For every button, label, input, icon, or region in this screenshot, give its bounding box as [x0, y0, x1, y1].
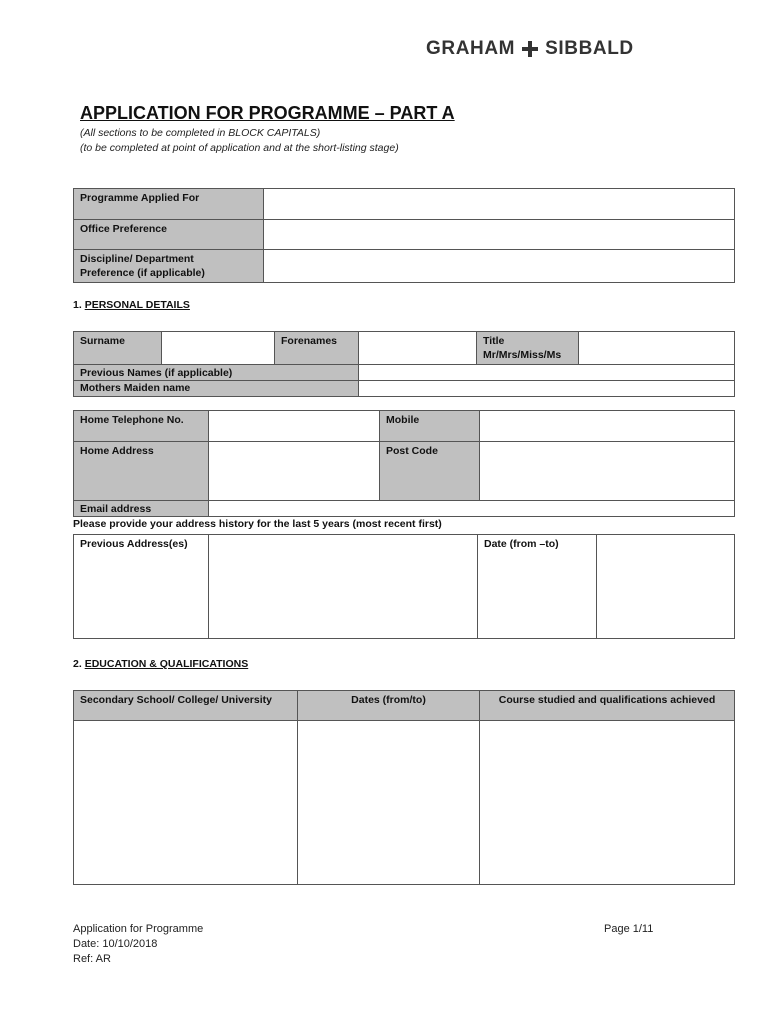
title-field[interactable]: [579, 332, 735, 365]
section-education: [73, 658, 248, 670]
dates-field[interactable]: [597, 535, 735, 639]
mobile-label: Mobile: [380, 411, 480, 442]
mobile-field[interactable]: [480, 411, 735, 442]
previous-addresses-field[interactable]: [209, 535, 478, 639]
office-preference-label: Office Preference: [74, 220, 264, 250]
school-field[interactable]: [74, 721, 298, 885]
post-code-field[interactable]: [480, 442, 735, 501]
discipline-label-line1: Discipline/ Department: [80, 253, 194, 265]
programme-applied-label: Programme Applied For: [74, 189, 264, 220]
brand-right: SIBBALD: [545, 38, 634, 59]
names-table: [73, 331, 735, 397]
dates-label: Date (from –to): [478, 535, 597, 639]
footer-info: [73, 922, 203, 967]
email-field[interactable]: [209, 501, 735, 517]
discipline-label: [74, 250, 264, 283]
programme-table: [73, 188, 735, 283]
maiden-name-field[interactable]: [359, 381, 735, 397]
title-label-line2: Mr/Mrs/Miss/Ms: [483, 349, 562, 361]
home-telephone-label: Home Telephone No.: [74, 411, 209, 442]
plus-icon: [522, 41, 538, 57]
email-label: Email address: [74, 501, 209, 517]
discipline-label-line2: Preference (if applicable): [80, 267, 205, 279]
forenames-field[interactable]: [359, 332, 477, 365]
home-telephone-field[interactable]: [209, 411, 380, 442]
discipline-field[interactable]: [264, 250, 735, 283]
section-title: EDUCATION & QUALIFICATIONS: [84, 658, 249, 670]
education-dates-field[interactable]: [298, 721, 480, 885]
school-column-header: Secondary School/ College/ University: [74, 691, 298, 721]
maiden-name-label: Mothers Maiden name: [74, 381, 359, 397]
previous-addresses-label: Previous Address(es): [74, 535, 209, 639]
title-label-line1: Title: [483, 335, 505, 347]
footer-page-number: Page 1/11: [604, 923, 654, 935]
course-field[interactable]: [480, 721, 735, 885]
footer-document-name: Application for Programme: [73, 923, 204, 935]
brand-left: GRAHAM: [426, 38, 516, 59]
section-title: PERSONAL DETAILS: [84, 299, 190, 311]
section-number: 2.: [73, 658, 82, 670]
surname-field[interactable]: [162, 332, 275, 365]
instruction-line-1: (All sections to be completed in BLOCK CAPITALS): [80, 127, 321, 139]
footer-ref: Ref: AR: [73, 953, 111, 965]
dates-column-header: Dates (from/to): [298, 691, 480, 721]
post-code-label: Post Code: [380, 442, 480, 501]
address-history-note: Please provide your address history for the last 5 years (most recent first): [73, 518, 442, 530]
contact-table: [73, 410, 735, 517]
home-address-label: Home Address: [74, 442, 209, 501]
instruction-line-2: (to be completed at point of application and at the short-listing stage): [80, 142, 399, 154]
brand-logo: [426, 38, 634, 60]
education-table: [73, 690, 735, 885]
page-title: APPLICATION FOR PROGRAMME – PART A: [80, 103, 455, 123]
previous-names-field[interactable]: [359, 365, 735, 381]
surname-label: Surname: [74, 332, 162, 365]
office-preference-field[interactable]: [264, 220, 735, 250]
previous-names-label: Previous Names (if applicable): [74, 365, 359, 381]
title-label: [477, 332, 579, 365]
course-column-header: Course studied and qualifications achieved: [480, 691, 735, 721]
footer-date: Date: 10/10/2018: [73, 938, 158, 950]
address-history-table: [73, 534, 735, 639]
programme-applied-field[interactable]: [264, 189, 735, 220]
section-number: 1.: [73, 299, 82, 311]
section-personal-details: [73, 299, 190, 311]
home-address-field[interactable]: [209, 442, 380, 501]
forenames-label: Forenames: [275, 332, 359, 365]
